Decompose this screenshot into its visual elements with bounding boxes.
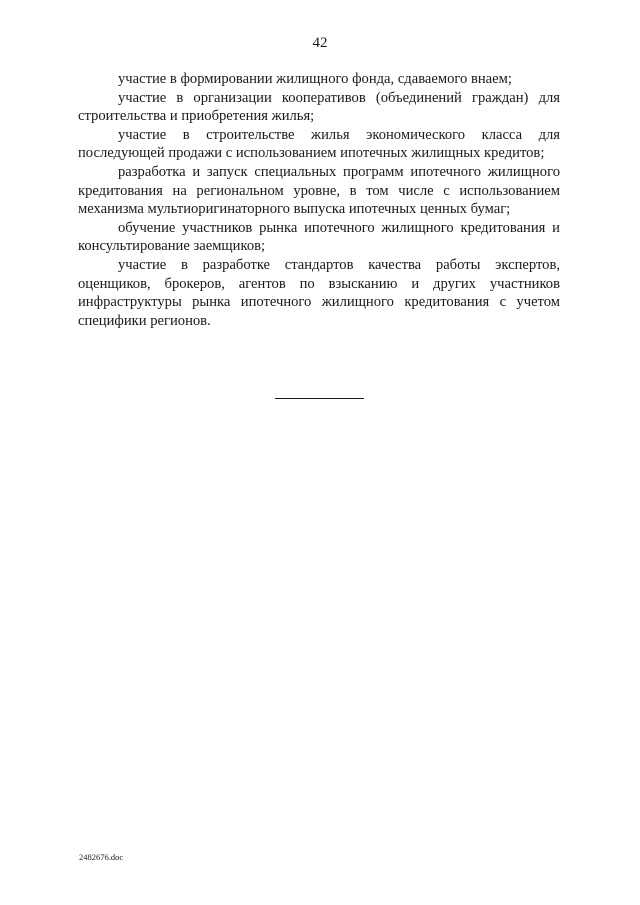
document-body — [78, 70, 560, 330]
paragraph: участие в строительстве жилья экономического класса для последующей продажи с использованием ипотечных жилищных кредитов; — [78, 126, 560, 162]
footer-filename: 2482676.doc — [79, 852, 124, 862]
paragraph: разработка и запуск специальных программ ипотечного жилищного кредитования на региональном уровне, в том числе с использованием механизма мультиоригинаторного выпуска ипотечных ценных бумаг; — [78, 163, 560, 218]
paragraph: обучение участников рынка ипотечного жилищного кредитования и консультирование заемщиков; — [78, 219, 560, 255]
end-separator-line — [275, 398, 364, 399]
paragraph: участие в разработке стандартов качества работы экспертов, оценщиков, брокеров, агентов по взысканию и других участников инфраструктуры рынка ипотечного жилищного кредитования с учетом специфики регионов. — [78, 256, 560, 329]
paragraph: участие в формировании жилищного фонда, сдаваемого внаем; — [118, 71, 512, 87]
page-number: 42 — [312, 35, 328, 51]
paragraph: участие в организации кооперативов (объединений граждан) для строительства и приобретения жилья; — [78, 89, 560, 125]
